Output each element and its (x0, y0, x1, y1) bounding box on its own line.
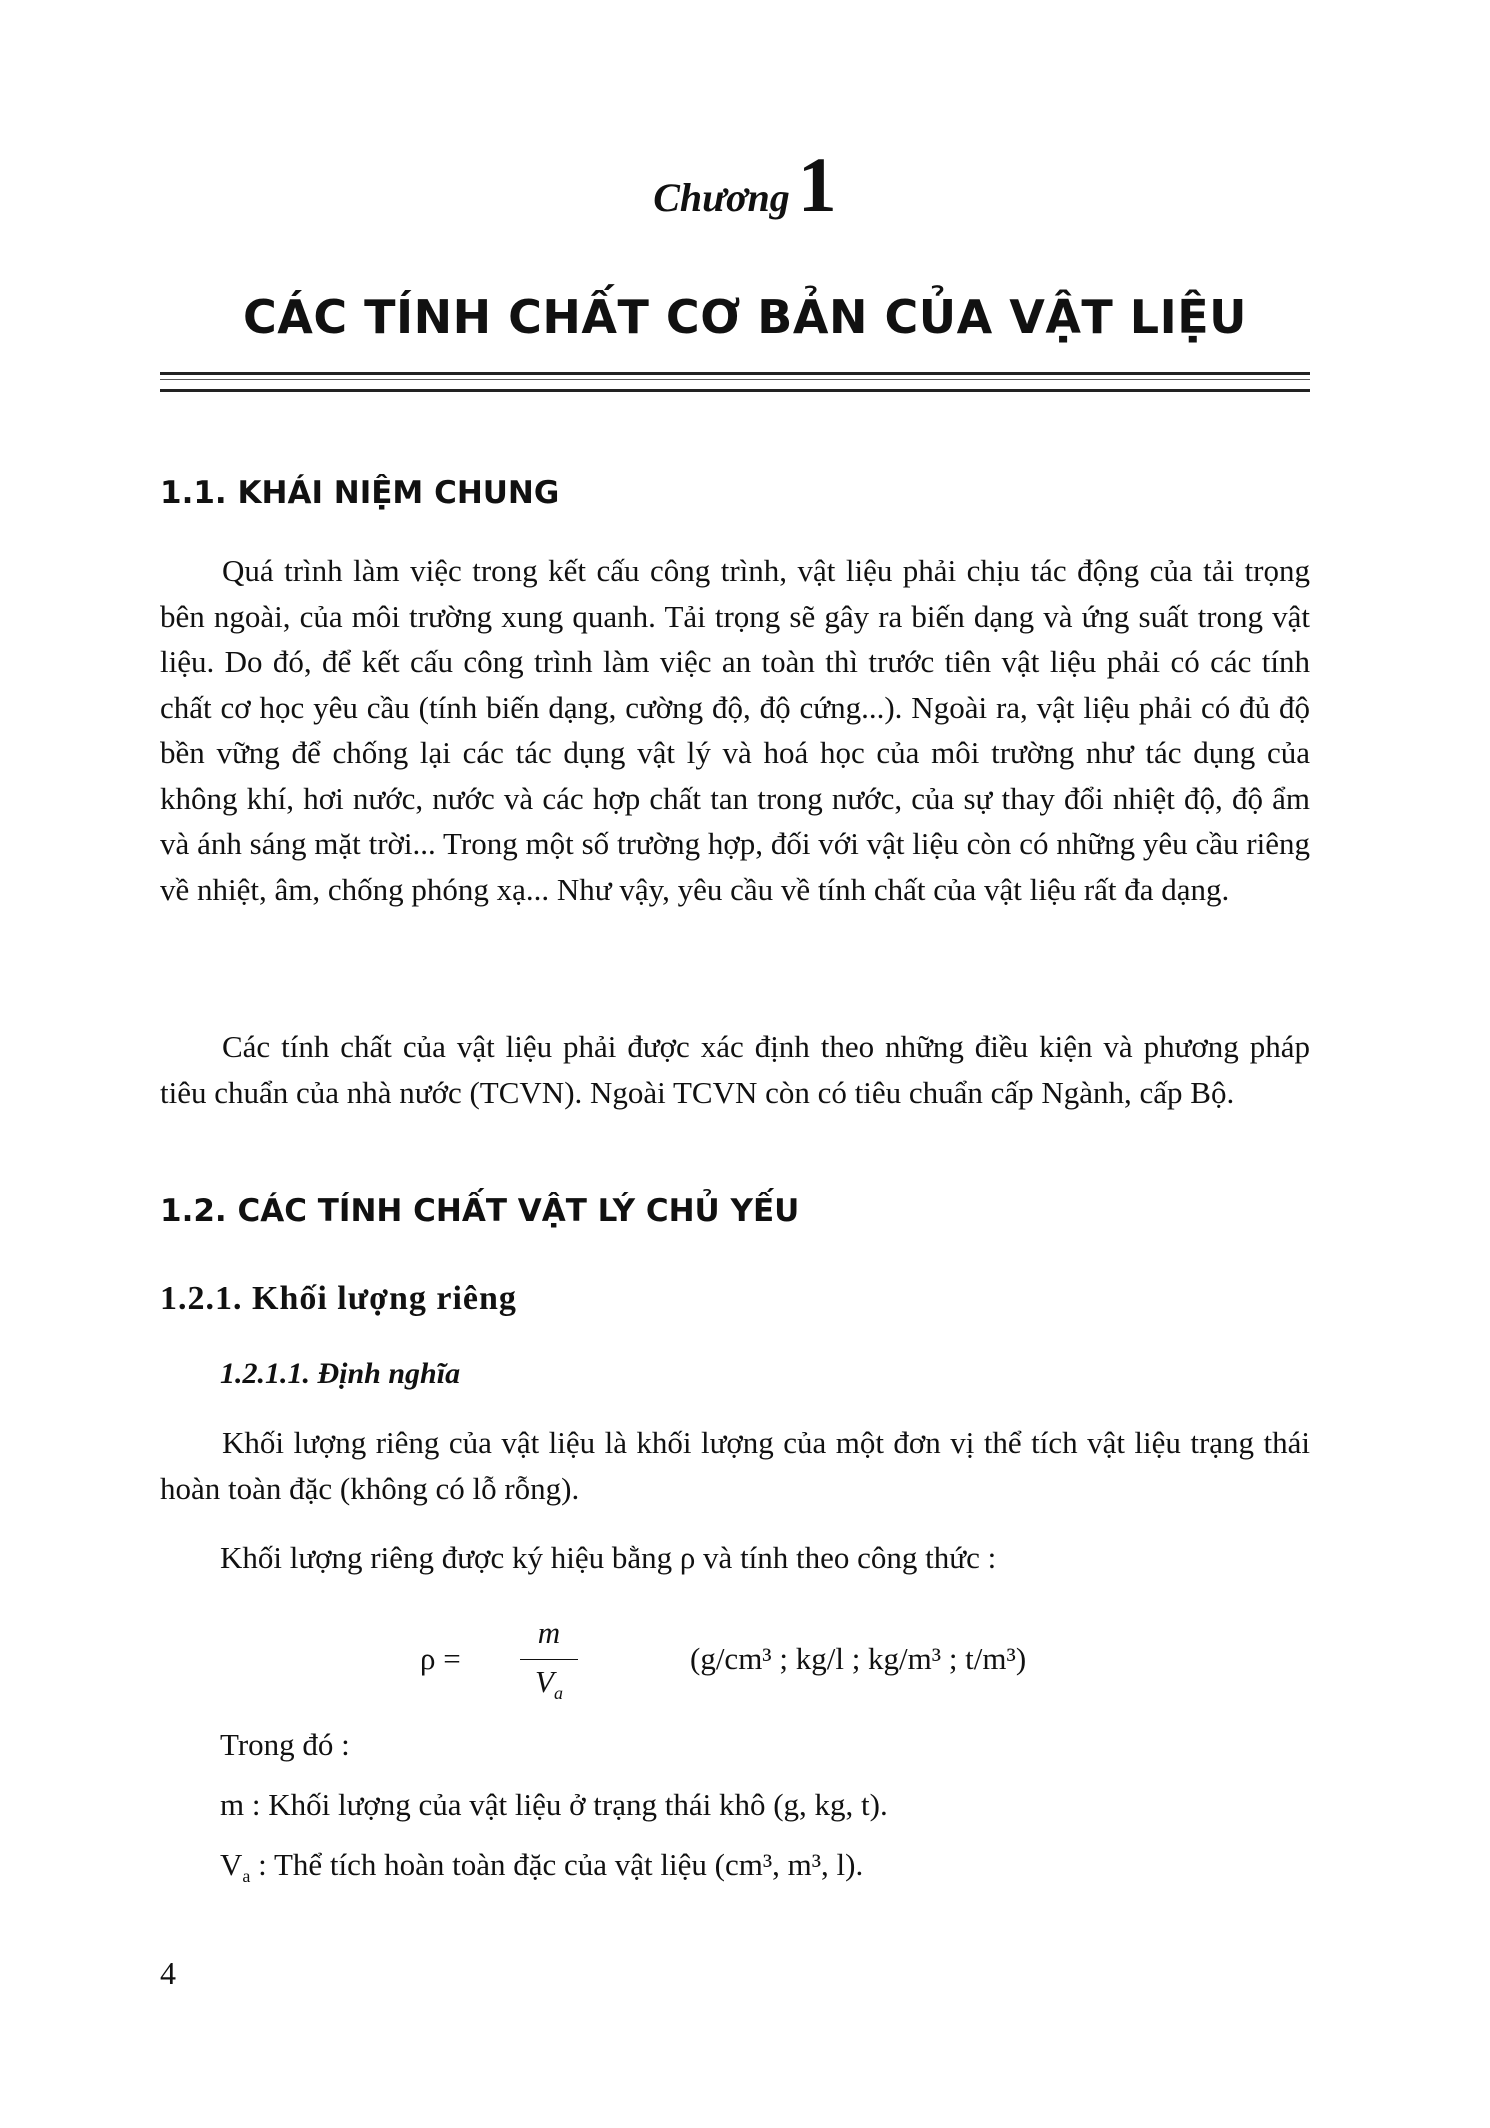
definition-va: $V_a$ : Thể tích hoàn toàn đặc của vật liệu (cm³, m³, l). (220, 1847, 864, 1887)
formula-numerator: m (537, 1615, 561, 1650)
page-number: 4 (160, 1955, 176, 1991)
section-1-1-heading: 1.1. KHÁI NIỆM CHUNG (160, 475, 560, 511)
subsection-1-2-1-1-heading: 1.2.1.1. Định nghĩa (220, 1357, 461, 1390)
section-1-1-paragraph-1: Quá trình làm việc trong kết cấu công trình, vật liệu phải chịu tác động của tải trọng bên ngoài, của môi trường xung quanh. Tải trọng sẽ gây ra biến dạng và ứng suất trong vật liệu. Do đó, để kết cấu công trình làm việc an toàn thì trước tiên vật liệu phải có các tính chất cơ học yêu cầu (tính biến dạng, cường độ, độ cứng...). Ngoài ra, vật liệu phải có đủ độ bền vững để chống lại các tác dụng vật lý và hoá học của môi trường như tác dụng của không khí, hơi nước, nước và các hợp chất tan trong nước, của sự thay đổi nhiệt độ, độ ẩm và ánh sáng mặt trời... Trong một số trường hợp, đối với vật liệu còn có những yêu cầu riêng về nhiệt, âm, chống phóng xạ... Như vậy, yêu cầu về tính chất của vật liệu rất đa dạng. (160, 553, 1310, 907)
definition-m: m : Khối lượng của vật liệu ở trạng thái khô (g, kg, t). (220, 1787, 888, 1822)
section-1-2-heading: 1.2. CÁC TÍNH CHẤT VẬT LÝ CHỦ YẾU (160, 1193, 800, 1229)
chapter-label: Chương (653, 175, 790, 220)
density-formula (420, 1615, 1220, 1715)
fraction-bar (520, 1659, 578, 1660)
chapter-heading (0, 140, 1490, 230)
definition-paragraph: Khối lượng riêng của vật liệu là khối lượng của một đơn vị thể tích vật liệu trạng thái hoàn toàn đặc (không có lỗ rỗng). (160, 1425, 1310, 1506)
subsection-1-2-1-heading: 1.2.1. Khối lượng riêng (160, 1280, 517, 1317)
formula-lhs: ρ = (420, 1641, 461, 1676)
chapter-title: CÁC TÍNH CHẤT CƠ BẢN CỦA VẬT LIỆU (242, 290, 1248, 344)
formula-units: (g/cm³ ; kg/l ; kg/m³ ; t/m³) (690, 1641, 1027, 1676)
chapter-number: 1 (797, 141, 837, 228)
formula-intro: Khối lượng riêng được ký hiệu bằng ρ và tính theo công thức : (220, 1540, 997, 1575)
formula-denominator: $V_a$ (535, 1664, 563, 1704)
section-1-1-paragraph-2: Các tính chất của vật liệu phải được xác định theo những điều kiện và phương pháp tiêu chuẩn của nhà nước (TCVN). Ngoài TCVN còn có tiêu chuẩn cấp Ngành, cấp Bộ. (160, 1029, 1310, 1110)
title-divider (160, 372, 1310, 392)
formula-fraction (520, 1615, 578, 1704)
where-label: Trong đó : (220, 1727, 350, 1762)
